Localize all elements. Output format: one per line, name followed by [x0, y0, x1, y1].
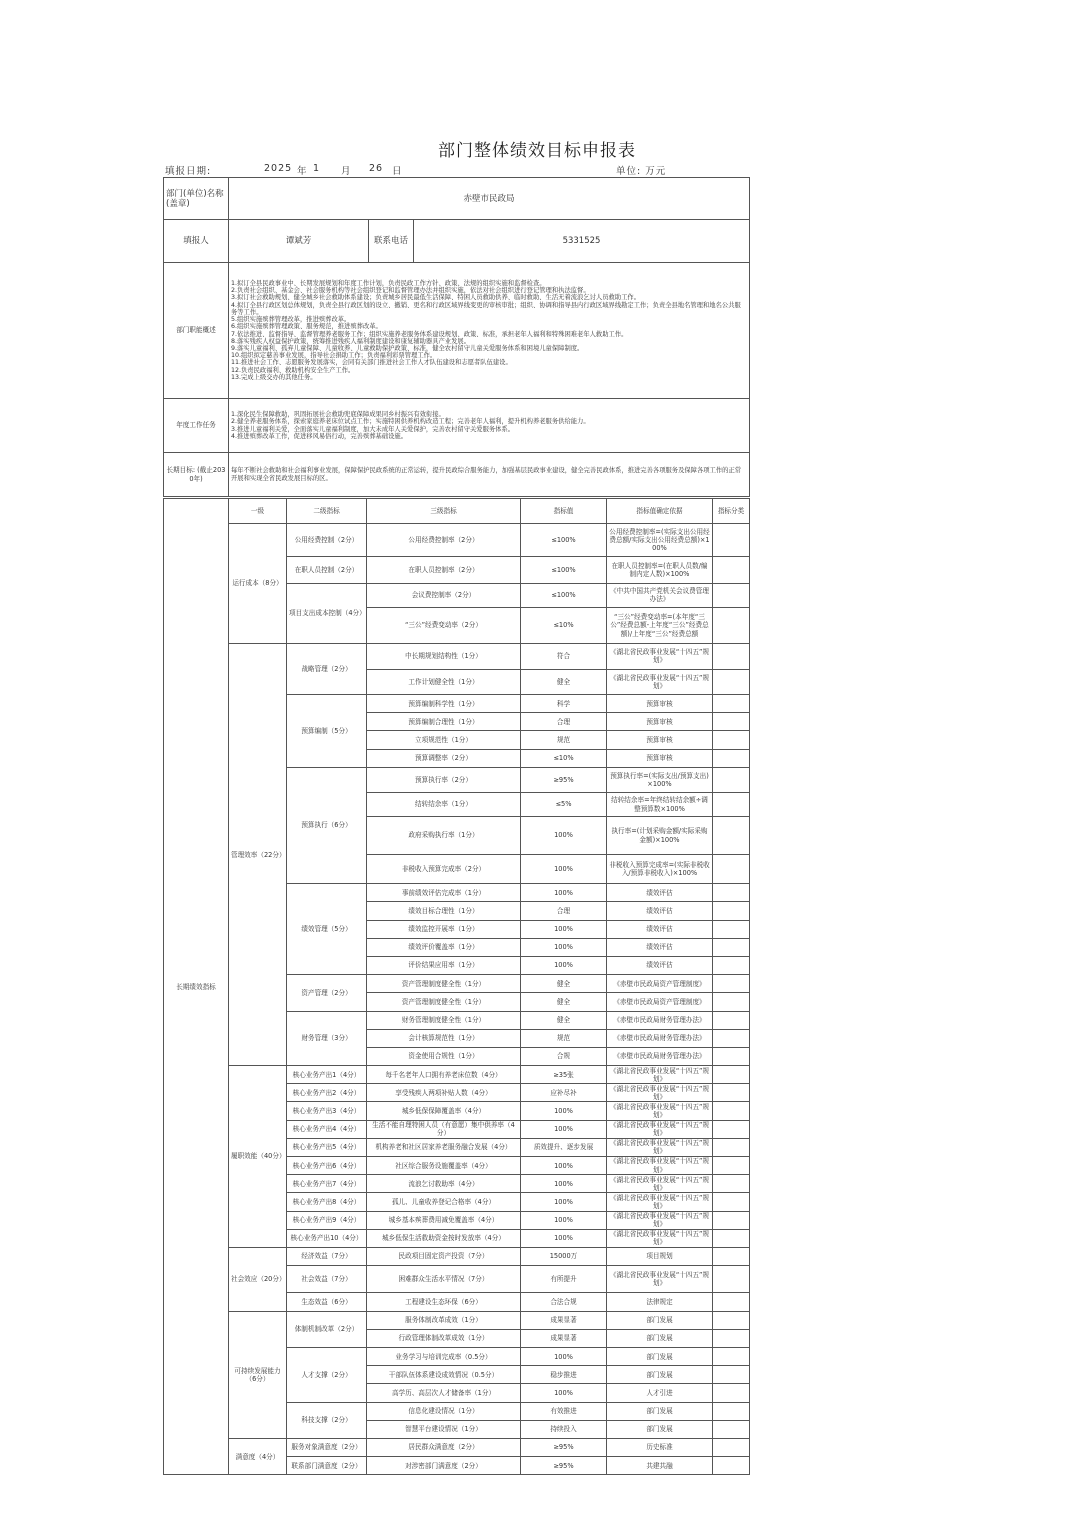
fill-day: 26: [369, 163, 384, 174]
indicator-level3: 每千名老年人口拥有养老床位数（4分）: [367, 1066, 521, 1084]
indicator-level3: 绩效监控开展率（1分）: [367, 920, 521, 938]
indicator-level2: 社会效益（7分）: [287, 1266, 367, 1293]
indicator-level3: 财务管理制度健全性（1分）: [367, 1011, 521, 1029]
indicator-category: [713, 993, 750, 1011]
indicator-basis: 《湖北省民政事业发展“十四五”规划》: [607, 1157, 713, 1175]
indicator-level3: 公用经费控制率（2分）: [367, 524, 521, 557]
indicator-level2: 公用经费控制（2分）: [287, 524, 367, 557]
indicator-level2: 核心业务产出2（4分）: [287, 1084, 367, 1102]
indicator-level1: 社会效应（20分）: [229, 1247, 287, 1311]
indicator-category: [713, 855, 750, 884]
indicator-basis: 《湖北省民政事业发展“十四五”规划》: [607, 1229, 713, 1247]
indicator-value: 100%: [521, 1348, 607, 1366]
indicator-level3: 立项规范性（1分）: [367, 731, 521, 749]
indicator-category: [713, 1120, 750, 1138]
long-indicator-label: 长期绩效指标: [164, 499, 229, 1475]
indicator-basis: 《湖北省民政事业发展“十四五”规划》: [607, 1084, 713, 1102]
indicator-value: 持续投入: [521, 1420, 607, 1438]
indicator-basis: 绩效评估: [607, 884, 713, 902]
indicator-basis: 部门发展: [607, 1329, 713, 1347]
indicator-level3: 非税收入预算完成率（2分）: [367, 855, 521, 884]
indicator-level2: 服务对象满意度（2分）: [287, 1438, 367, 1456]
indicator-category: [713, 584, 750, 608]
indicator-category: [713, 524, 750, 557]
indicator-level2: 在职人员控制（2分）: [287, 556, 367, 583]
indicator-value: 规范: [521, 731, 607, 749]
indicator-level3: 绩效评价覆盖率（1分）: [367, 938, 521, 956]
indicator-category: [713, 1329, 750, 1347]
fill-month: 1: [313, 163, 321, 174]
indicator-level3: 行政管理体制改革成效（1分）: [367, 1329, 521, 1347]
indicator-category: [713, 556, 750, 583]
indicator-level3: 绩效目标合理性（1分）: [367, 902, 521, 920]
indicator-level3: 资产管理制度健全性（1分）: [367, 975, 521, 993]
indicator-value: 稳步推进: [521, 1366, 607, 1384]
indicator-value: 健全: [521, 1011, 607, 1029]
indicator-level3: 民政项目固定资产投资（7分）: [367, 1247, 521, 1265]
header-level3: 三级指标: [367, 499, 521, 524]
indicator-value: 合理: [521, 713, 607, 731]
indicator-category: [713, 669, 750, 694]
page-title: 部门整体绩效目标申报表: [438, 141, 636, 161]
indicator-category: [713, 1175, 750, 1193]
indicator-category: [713, 793, 750, 817]
indicator-value: 规范: [521, 1029, 607, 1047]
indicator-level3: 预算执行率（2分）: [367, 767, 521, 792]
indicator-value: 质效提升、逐步发展: [521, 1138, 607, 1156]
indicator-basis: 预算审核: [607, 713, 713, 731]
indicator-category: [713, 1420, 750, 1438]
indicator-level3: 预算编制科学性（1分）: [367, 695, 521, 713]
indicator-basis: 绩效评估: [607, 938, 713, 956]
indicator-category: [713, 975, 750, 993]
indicator-level2: 联系部门满意度（2分）: [287, 1457, 367, 1475]
indicator-basis: 执行率=(计划采购金额/实际采购金额)×100%: [607, 816, 713, 854]
indicator-level2: 财务管理（3分）: [287, 1011, 367, 1066]
indicator-basis: 共建共融: [607, 1457, 713, 1475]
indicator-category: [713, 1438, 750, 1456]
indicator-row: [164, 524, 750, 557]
indicator-basis: 预算执行率=(实际支出/预算支出)×100%: [607, 767, 713, 792]
indicator-basis: 《湖北省民政事业发展“十四五”规划》: [607, 644, 713, 669]
indicator-value: 15000万: [521, 1247, 607, 1265]
indicator-basis: 部门发展: [607, 1348, 713, 1366]
indicator-level3: 居民群众满意度（2分）: [367, 1438, 521, 1456]
indicator-category: [713, 1138, 750, 1156]
phone-value: 5331525: [414, 220, 750, 263]
indicator-row: [164, 1066, 750, 1084]
duties-text: 1.拟订全县民政事业中、长期发展规划和年度工作计划，负责民政工作方针、政策、法规的组织实施和监督检查。 2.负责社会组织、基金会、社会服务机构等社会组织登记和监督管理办法并组织实施，依法对社会组织进行登记管理和执法监督。 3.拟订社会救助规划、健全城乡社会救助体系建设；负责城乡居民最低生活保障、特困人员救助供养、临时救助、生活无着流浪乞讨人员救助工作。 4.拟订全县行政区划总体规划，负责全县行政区划的设立、撤销、更名和行政区域界线变更的审核审批；组织、协调和指导县内行政区域界线勘定工作；负责全县地名管理和地名公共服务等工作。 5.组织实施殡葬管理改革，推进殡葬改革。 6.组织实施殡葬管理政策、服务规范，推进殡葬改革。 7.依法推进、监督指导、监督管理养老服务工作；组织实施养老服务体系建设规划、政策、标准，承担老年人福利和特殊困难老年人救助工作。 8.落实残疾人权益保护政策，统筹推进残疾人福利制度建设和康复辅助器具产业发展。 9.落实儿童福利、孤弃儿童保障、儿童收养、儿童救助保护政策、标准，健全农村留守儿童关爱服务体系和困境儿童保障制度。 10.组织拟定慈善事业发展，指导社会捐助工作；负责福利彩票管理工作。 11.推进社会工作、志愿服务发展落实，会同有关部门推进社会工作人才队伍建设和志愿者队伍建设。 12.负责民政福利、救助机构安全生产工作。 13.完成上级交办的其他任务。: [229, 263, 750, 399]
indicator-basis: 《湖北省民政事业发展“十四五”规划》: [607, 1211, 713, 1229]
indicator-value: ≤10%: [521, 749, 607, 767]
indicator-value: 有效推进: [521, 1402, 607, 1420]
indicator-level1: 可持续发展能力（6分）: [229, 1311, 287, 1438]
indicator-level3: 资金使用合规性（1分）: [367, 1047, 521, 1065]
indicator-level2: 项目支出成本控制（4分）: [287, 584, 367, 644]
indicator-level3: 中长期规划结构性（1分）: [367, 644, 521, 669]
header-value: 指标值: [521, 499, 607, 524]
indicator-category: [713, 713, 750, 731]
indicator-value: 100%: [521, 1193, 607, 1211]
indicator-level2: 核心业务产出3（4分）: [287, 1102, 367, 1120]
indicator-level2: 核心业务产出6（4分）: [287, 1157, 367, 1175]
indicator-basis: 法律规定: [607, 1293, 713, 1311]
indicator-category: [713, 1229, 750, 1247]
indicator-value: ≥95%: [521, 1438, 607, 1456]
indicator-level3: 生活不能自理特困人员（有意愿）集中供养率（4分）: [367, 1120, 521, 1138]
indicator-level1: 管理效率（22分）: [229, 644, 287, 1066]
indicator-basis: 部门发展: [607, 1420, 713, 1438]
indicator-level2: 经济效益（7分）: [287, 1247, 367, 1265]
indicator-category: [713, 1348, 750, 1366]
indicator-category: [713, 938, 750, 956]
indicator-basis: “三公”经费变动率=(本年度“三公”经费总额-上年度“三公”经费总额)/上年度“三公”经费总额: [607, 607, 713, 643]
indicator-category: [713, 920, 750, 938]
indicator-level3: 资产管理制度健全性（1分）: [367, 993, 521, 1011]
indicator-value: ≤100%: [521, 524, 607, 557]
indicator-level3: 孤儿、儿童收养登记合格率（4分）: [367, 1193, 521, 1211]
indicator-category: [713, 816, 750, 854]
header-basis: 指标值确定依据: [607, 499, 713, 524]
indicator-basis: 《中共中国共产党机关会议费管理办法》: [607, 584, 713, 608]
indicator-level3: 机构养老和社区居家养老服务融合发展（4分）: [367, 1138, 521, 1156]
annual-text: 1.深化民生保障救助，巩固拓展社会救助兜底保障成果同乡村振兴有效衔接。 2.健全养老服务体系，探索家庭养老床位试点工作；实施特困供养机构改造工程；完善老年人福利，提升机构养老服务供给能力。 3.推进儿童福利关爱，全面落实儿童福利制度，加大未成年人关爱保护，完善农村留守关爱服务体系。 4.推进殡葬改革工作，促进移风易俗行动，完善殡葬基础设施。: [229, 399, 750, 453]
indicator-level2: 核心业务产出8（4分）: [287, 1193, 367, 1211]
indicator-level2: 资产管理（2分）: [287, 975, 367, 1011]
indicator-basis: 《湖北省民政事业发展“十四五”规划》: [607, 1066, 713, 1084]
indicator-value: 100%: [521, 1384, 607, 1402]
indicator-basis: 预算审核: [607, 695, 713, 713]
indicator-level3: 高学历、高层次人才储备率（1分）: [367, 1384, 521, 1402]
indicator-basis: 《赤壁市民政局财务管理办法》: [607, 1011, 713, 1029]
indicator-level3: 工程建设生态环保（6分）: [367, 1293, 521, 1311]
indicator-value: 健全: [521, 669, 607, 694]
indicator-level2: 绩效管理（5分）: [287, 884, 367, 975]
indicator-value: ≤5%: [521, 793, 607, 817]
indicator-category: [713, 1247, 750, 1265]
indicator-basis: 结转结余率=年终结转结余额÷调整预算数×100%: [607, 793, 713, 817]
indicator-row: [164, 644, 750, 669]
indicator-basis: 《湖北省民政事业发展“十四五”规划》: [607, 1193, 713, 1211]
unit-label: 单位: 万元: [616, 166, 667, 177]
indicator-level2: 核心业务产出9（4分）: [287, 1211, 367, 1229]
indicator-category: [713, 1457, 750, 1475]
indicator-value: 100%: [521, 1120, 607, 1138]
filler-label: 填报人: [164, 220, 229, 263]
indicator-level2: 核心业务产出4（4分）: [287, 1120, 367, 1138]
indicator-category: [713, 1293, 750, 1311]
indicator-category: [713, 644, 750, 669]
indicator-value: 合理: [521, 902, 607, 920]
indicator-basis: 部门发展: [607, 1311, 713, 1329]
header-level1: 一级: [229, 499, 287, 524]
indicator-basis: 《湖北省民政事业发展“十四五”规划》: [607, 1138, 713, 1156]
indicator-value: ≥95%: [521, 767, 607, 792]
filler-value: 谭斌芳: [229, 220, 369, 263]
indicator-category: [713, 1047, 750, 1065]
indicator-level3: 业务学习与培训完成率（0.5分）: [367, 1348, 521, 1366]
indicator-value: 100%: [521, 884, 607, 902]
indicator-value: 科学: [521, 695, 607, 713]
indicator-row: [164, 1311, 750, 1329]
indicator-level2: 预算编制（5分）: [287, 695, 367, 768]
indicator-category: [713, 1193, 750, 1211]
indicator-basis: 绩效评估: [607, 956, 713, 974]
indicator-basis: 部门发展: [607, 1402, 713, 1420]
indicator-level3: 政府采购执行率（1分）: [367, 816, 521, 854]
indicator-header-row: [164, 499, 750, 524]
indicator-level3: 享受残疾人两项补贴人数（4分）: [367, 1084, 521, 1102]
duties-label: 部门职能概述: [164, 263, 229, 399]
month-unit: 月: [341, 166, 352, 177]
indicator-value: 合法合规: [521, 1293, 607, 1311]
indicator-basis: 《赤壁市民政局财务管理办法》: [607, 1029, 713, 1047]
indicator-value: 成果显著: [521, 1329, 607, 1347]
dept-label: 部门(单位)名称(盖章): [164, 178, 229, 220]
indicator-category: [713, 1266, 750, 1293]
indicator-basis: 预算审核: [607, 731, 713, 749]
indicator-value: ≤100%: [521, 556, 607, 583]
indicator-basis: 绩效评估: [607, 920, 713, 938]
indicator-category: [713, 956, 750, 974]
header-category: 指标分类: [713, 499, 750, 524]
fill-year: 2025: [264, 163, 293, 174]
phone-label: 联系电话: [369, 220, 414, 263]
indicator-level3: 对涉密部门满意度（2分）: [367, 1457, 521, 1475]
indicator-basis: 《赤壁市民政局财务管理办法》: [607, 1047, 713, 1065]
indicator-level3: 城乡低保生活救助资金按时发放率（4分）: [367, 1229, 521, 1247]
indicator-level2: 核心业务产出7（4分）: [287, 1175, 367, 1193]
indicator-level3: 信息化建设情况（1分）: [367, 1402, 521, 1420]
indicator-level2: 核心业务产出10（4分）: [287, 1229, 367, 1247]
indicator-category: [713, 1102, 750, 1120]
indicator-table: [163, 498, 750, 1475]
indicator-value: 应补尽补: [521, 1084, 607, 1102]
indicator-level3: “三公”经费变动率（2分）: [367, 607, 521, 643]
indicator-level2: 科技支撑（2分）: [287, 1402, 367, 1438]
indicator-level3: 结转结余率（1分）: [367, 793, 521, 817]
indicator-level2: 核心业务产出1（4分）: [287, 1066, 367, 1084]
indicator-level2: 预算执行（6分）: [287, 767, 367, 883]
year-unit: 年: [297, 166, 308, 177]
indicator-basis: 《湖北省民政事业发展“十四五”规划》: [607, 1102, 713, 1120]
longterm-text: 每年不断社会救助和社会福利事业发展，保障保护民政系统的正常运转，提升民政综合服务能力，加强基层民政事业建设，健全完善民政体系，推进完善各项服务及保障各项工作的正常开展和实现全省民政发展目标的区。: [229, 453, 750, 497]
indicator-category: [713, 749, 750, 767]
indicator-basis: 非税收入预算完成率=(实际非税收入/预算非税收入)×100%: [607, 855, 713, 884]
indicator-value: 100%: [521, 855, 607, 884]
day-unit: 日: [392, 166, 403, 177]
indicator-level3: 社区综合服务设施覆盖率（4分）: [367, 1157, 521, 1175]
indicator-basis: 《湖北省民政事业发展“十四五”规划》: [607, 1266, 713, 1293]
indicator-value: 100%: [521, 1229, 607, 1247]
indicator-category: [713, 1402, 750, 1420]
indicator-value: 健全: [521, 993, 607, 1011]
indicator-level3: 困难群众生活水平情况（7分）: [367, 1266, 521, 1293]
indicator-value: 100%: [521, 1102, 607, 1120]
indicator-category: [713, 1011, 750, 1029]
indicator-basis: 《赤壁市民政局资产管理制度》: [607, 993, 713, 1011]
indicator-level3: 服务体制改革成效（1分）: [367, 1311, 521, 1329]
indicator-basis: 历史标准: [607, 1438, 713, 1456]
indicator-category: [713, 1157, 750, 1175]
indicator-basis: 《湖北省民政事业发展“十四五”规划》: [607, 1175, 713, 1193]
indicator-value: 100%: [521, 938, 607, 956]
indicator-level3: 预算调整率（2分）: [367, 749, 521, 767]
indicator-value: 100%: [521, 920, 607, 938]
indicator-level3: 在职人员控制率（2分）: [367, 556, 521, 583]
indicator-value: 100%: [521, 1211, 607, 1229]
indicator-level2: 体制机制改革（2分）: [287, 1311, 367, 1347]
indicator-value: 合规: [521, 1047, 607, 1065]
indicator-value: ≥35张: [521, 1066, 607, 1084]
indicator-level2: 生态效益（6分）: [287, 1293, 367, 1311]
indicator-category: [713, 1066, 750, 1084]
indicator-basis: 《赤壁市民政局资产管理制度》: [607, 975, 713, 993]
indicator-level3: 工作计划健全性（1分）: [367, 669, 521, 694]
indicator-row: [164, 1438, 750, 1456]
indicator-value: 符合: [521, 644, 607, 669]
indicator-basis: 《湖北省民政事业发展“十四五”规划》: [607, 1120, 713, 1138]
indicator-value: 100%: [521, 1157, 607, 1175]
indicator-level1: 满意度（4分）: [229, 1438, 287, 1474]
indicator-category: [713, 1029, 750, 1047]
indicator-level1: 运行成本（8分）: [229, 524, 287, 644]
indicator-level3: 预算编制合理性（1分）: [367, 713, 521, 731]
indicator-level3: 城乡基本殡葬费用减免覆盖率（4分）: [367, 1211, 521, 1229]
indicator-value: ≤100%: [521, 584, 607, 608]
indicator-value: ≥95%: [521, 1457, 607, 1475]
indicator-level3: 会计核算规范性（1分）: [367, 1029, 521, 1047]
indicator-basis: 公用经费控制率=(实际支出公用经费总额/实际支出公用经费总额)×100%: [607, 524, 713, 557]
indicator-category: [713, 731, 750, 749]
indicator-category: [713, 902, 750, 920]
indicator-basis: 部门发展: [607, 1366, 713, 1384]
indicator-level3: 会议费控制率（2分）: [367, 584, 521, 608]
indicator-value: 100%: [521, 1175, 607, 1193]
indicator-category: [713, 767, 750, 792]
indicator-category: [713, 1384, 750, 1402]
indicator-level2: 人才支撑（2分）: [287, 1348, 367, 1403]
fill-date-label: 填报日期:: [165, 166, 212, 177]
indicator-level2: 核心业务产出5（4分）: [287, 1138, 367, 1156]
indicator-row: [164, 1247, 750, 1265]
indicator-value: 100%: [521, 816, 607, 854]
indicator-level3: 智慧平台建设情况（1分）: [367, 1420, 521, 1438]
header-info-table: [163, 177, 750, 497]
indicator-level3: 城乡低保保障覆盖率（4分）: [367, 1102, 521, 1120]
indicator-basis: 项目规划: [607, 1247, 713, 1265]
indicator-level3: 流浪乞讨救助率（4分）: [367, 1175, 521, 1193]
indicator-category: [713, 1084, 750, 1102]
indicator-category: [713, 1211, 750, 1229]
indicator-category: [713, 607, 750, 643]
indicator-basis: 在职人员控制率=(在职人员数/编制内定人数)×100%: [607, 556, 713, 583]
indicator-category: [713, 1311, 750, 1329]
indicator-level3: 评价结果应用率（1分）: [367, 956, 521, 974]
indicator-basis: 绩效评估: [607, 902, 713, 920]
indicator-value: 成果显著: [521, 1311, 607, 1329]
indicator-value: ≤10%: [521, 607, 607, 643]
longterm-label: 长期目标: (截止2030年): [164, 453, 229, 497]
indicator-category: [713, 884, 750, 902]
indicator-basis: 预算审核: [607, 749, 713, 767]
indicator-category: [713, 695, 750, 713]
annual-label: 年度工作任务: [164, 399, 229, 453]
dept-value: 赤壁市民政局: [229, 178, 750, 220]
indicator-basis: 人才引进: [607, 1384, 713, 1402]
indicator-basis: 《湖北省民政事业发展“十四五”规划》: [607, 669, 713, 694]
indicator-value: 有所提升: [521, 1266, 607, 1293]
indicator-category: [713, 1366, 750, 1384]
indicator-value: 100%: [521, 956, 607, 974]
indicator-level3: 事前绩效评估完成率（1分）: [367, 884, 521, 902]
indicator-level1: 履职效能（40分）: [229, 1066, 287, 1248]
indicator-level2: 战略管理（2分）: [287, 644, 367, 695]
indicator-level3: 干部队伍体系建设成效情况（0.5分）: [367, 1366, 521, 1384]
header-level2: 二级指标: [287, 499, 367, 524]
indicator-value: 健全: [521, 975, 607, 993]
